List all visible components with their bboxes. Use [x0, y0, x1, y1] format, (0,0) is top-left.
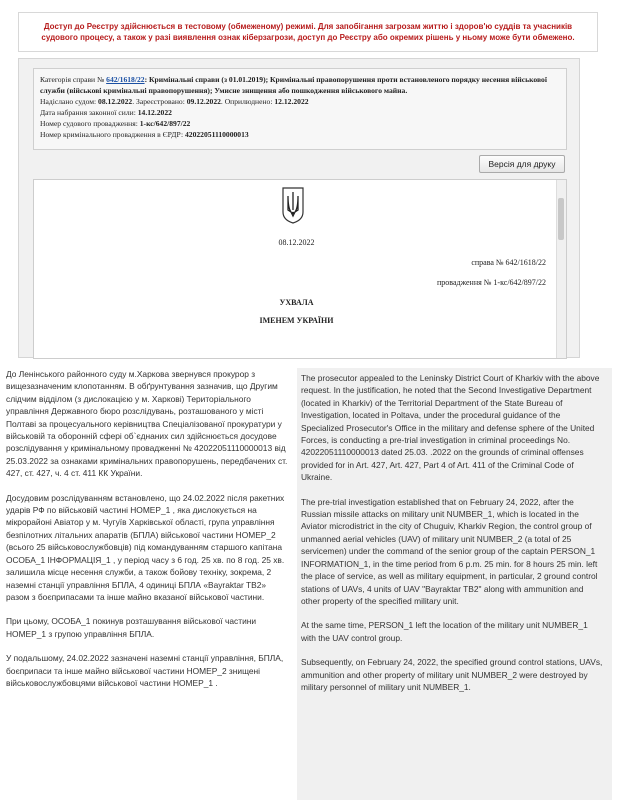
trident-emblem-icon	[280, 186, 306, 224]
erdr-number-row: Номер кримінального провадження в ЄРДР: 42022051110000013	[40, 130, 249, 139]
original-paragraph: Досудовим розслідуванням встановлено, що 24.02.2022 після ракетних ударів РФ по військовій частині НОМЕР_1 , яка дислокується на мікрорайоні Авіатор у м. Чугуїв Харківської області, група управління безпілотних літальних апаратів (БПЛА) військової частини НОМЕР_2 (всього 25 військовослужбовців) під командуванням старшого капітана ОСОБА_1 ІНФОРМАЦІЯ_1 , у період часу з 6 год. 25 хв. по 8 год. 25 хв. залишила місце несення служби, а також бойову техніку, зокрема, 2 наземні станції управління БПЛА, 4 одиниці БПЛА «Bayraktar TB2» разом з боєприпасами та інше майно вказаної військової частини.	[6, 492, 285, 602]
print-version-button[interactable]: Версія для друку	[479, 155, 565, 173]
decision-panel	[18, 58, 580, 358]
original-paragraph: У подальшому, 24.02.2022 зазначені наземні станції управління, БПЛА, боєприпаси та інше майно військової частини НОМЕР_2 знищені військовослужбовцями військової частини НОМЕР_1 .	[6, 653, 284, 688]
document-case-number: справа № 642/1618/22	[471, 258, 546, 267]
document-heading: УХВАЛА	[279, 298, 314, 307]
category-value: : Кримінальні справи (з 01.01.2019); Кримінальні правопорушення проти встановленого порядку несення військової служби (військові кримінальні правопорушення); Умисне знищення або пошкодження військового майна.	[40, 75, 547, 95]
document-date: 08.12.2022	[278, 238, 315, 247]
original-text-column	[6, 368, 290, 701]
original-paragraph: До Ленінського районного суду м.Харкова звернувся прокурор з вищезазначеним клопотанням. В обґрунтування зазначив, що Другим слідчим відділом (з дислокацією у м. Харкові) Територіального управління Державного бюро розслідувань, розташованого у місті Полтаві за процесуального керівництва Спеціалізованої прокуратури у військовій та оборонній сфері об`єднаних сил здійснюється досудове розслідування у кримінальному провадженні № 42022051110000013 від 25.03.2022 за ознаками кримінальних правопорушень, передбачених ст. 427, ст. 427, ч. 4 ст. 411 КК України.	[6, 369, 288, 479]
category-row: Категорія справи № 642/1618/22: Кримінальні справи (з 01.01.2019); Кримінальні правопорушення проти встановленого порядку несення військової служби (військові кримінальні правопорушення); Умисне знищення або пошкодження військового майна.	[40, 75, 547, 95]
sent-date: 08.12.2022	[98, 97, 133, 106]
proceeding-number: 1-кс/642/897/22	[139, 119, 191, 128]
dates-row: Надіслано судом: 08.12.2022. Зареєстровано: 09.12.2022. Оприлюднено: 12.12.2022	[40, 97, 309, 106]
erdr-number: 42022051110000013	[184, 130, 249, 139]
registered-date: 09.12.2022	[186, 97, 221, 106]
access-warning-banner	[18, 12, 598, 52]
case-number-link[interactable]: 642/1618/22	[106, 75, 145, 84]
document-subheading: ІМЕНЕМ УКРАЇНИ	[259, 316, 334, 325]
access-warning-text: Доступ до Реєстру здійснюється в тестовому (обмеженому) режимі. Для запобігання загрозам життю і здоров'ю суддів та учасників судового процесу, а також у разі виявлення ознак кіберзагрози, доступ до Реєстру або окремих рішень у ньому може бути обмежено.	[41, 22, 575, 42]
effective-date-row: Дата набрання законної сили: 14.12.2022	[40, 108, 172, 117]
translated-paragraph: The pre-trial investigation established that on February 24, 2022, after the Russian missile attacks on military unit NUMBER_1, which is located in the Aviator microdistrict in the city of Chuguiv, Kharkiv Region, the control group of unmanned aerial vehicles (UAV) of military unit NUMBER_2 (a total of 25 servicemen) under the command of the senior group of the captain PERSON_1 INFORMATION_1, in the time period from 6 p.m. 25 min. for 8 hours 25 min. left the place of service, as well as military equipment, in particular, 2 ground control stations of UAVs, 4 units of UAV "Bayraktar TB2" along with ammunition and other property of the specified military unit.	[301, 496, 598, 606]
proceeding-number-row: Номер судового провадження: 1-кс/642/897/22	[40, 119, 191, 128]
document-viewer[interactable]	[33, 179, 567, 359]
case-metadata-box	[33, 68, 567, 150]
document-scrollbar[interactable]	[556, 180, 566, 358]
translated-paragraph: The prosecutor appealed to the Leninsky District Court of Kharkiv with the above request. In the justification, he noted that the Second Investigative Department (located in Kharkiv) of the Territorial Department of the State Bureau of Investigation, located in Poltava, under the procedural guidance of the Specialized Prosecutor's Office in the military and defense sphere of the United Forces, is conducting a pre-trial investigation in criminal proceedings No. 42022051110000013 dated 25.03. .2022 on the grounds of criminal offenses provided for in Art. 427, Art. 427, Part 4 of Art. 411 of the Criminal Code of Ukraine.	[301, 373, 600, 483]
scrollbar-thumb[interactable]	[558, 198, 564, 240]
original-paragraph: При цьому, ОСОБА_1 покинув розташування військової частини НОМЕР_1 з групою управління БПЛА.	[6, 616, 257, 639]
effective-date: 14.12.2022	[137, 108, 172, 117]
document-proceeding-number: провадження № 1-кс/642/897/22	[437, 278, 546, 287]
translation-column	[297, 368, 612, 800]
translated-paragraph: Subsequently, on February 24, 2022, the specified ground control stations, UAVs, ammunition and other property of military unit NUMBER_2 were destroyed by military personnel of military unit NUMBER_1.	[301, 657, 603, 692]
translated-paragraph: At the same time, PERSON_1 left the location of the military unit NUMBER_1 with the UAV control group.	[301, 620, 588, 643]
published-date: 12.12.2022	[274, 97, 309, 106]
